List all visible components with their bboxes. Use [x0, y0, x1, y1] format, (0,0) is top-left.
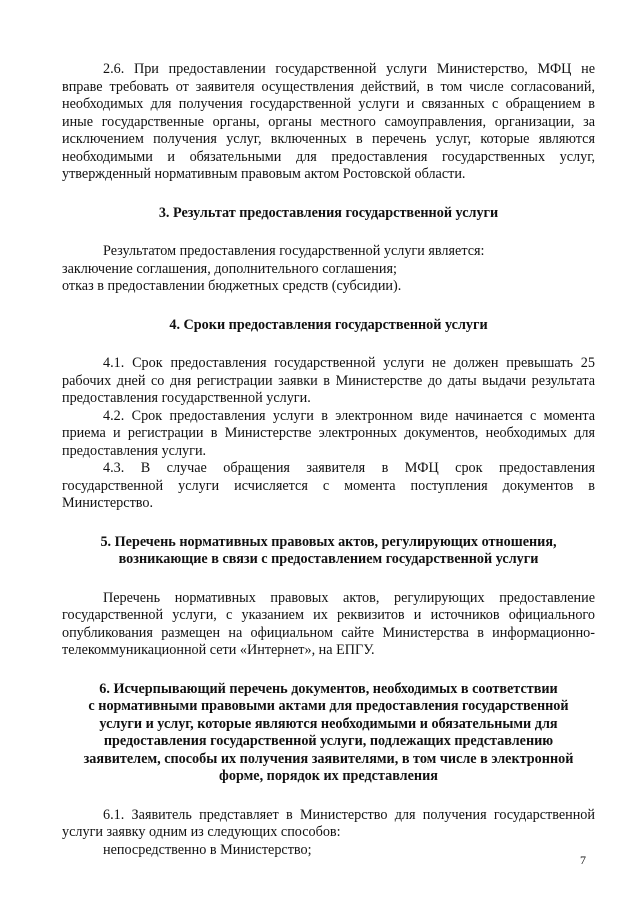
section-3-item-2: отказ в предоставлении бюджетных средств (субсидии).: [62, 278, 402, 294]
section-6-heading-line: предоставления государственной услуги, подлежащих представлению: [103, 733, 554, 749]
section-6-heading-line: с нормативными правовыми актами для предоставления государственной: [88, 698, 569, 714]
section-5-paragraph: Перечень нормативных правовых актов, регулирующих предоставление государственной услуги, с указанием их реквизитов и источников официального опубликования размещен на официальном сайте Министерства в информационно-телекоммуникационной сети «Интернет», на ЕПГУ.: [62, 589, 595, 658]
section-3-intro: Результатом предоставления государственной услуги является:: [103, 243, 485, 259]
section-3-item-1: заключение соглашения, дополнительного соглашения;: [62, 260, 397, 277]
page-number: 7: [580, 853, 586, 867]
section-6-heading-line: 6. Исчерпывающий перечень документов, необходимых в соответствии: [99, 680, 558, 697]
section-5-heading-line-2: возникающие в связи с предоставлением государственной услуги: [118, 551, 539, 567]
paragraph-2-6: 2.6. При предоставлении государственной услуги Министерство, МФЦ не вправе требовать от заявителя осуществления действий, в том числе согласований, необходимых для получения государственной услуги и связанных с обращением в иные государственные органы, органы местного самоуправления, организации, за исключением получения услуг, включенных в перечень услуг, которые являются необходимыми и обязательными для предоставления государственных услуг, утвержденный нормативным правовым актом Ростовской области.: [62, 61, 595, 182]
section-3-heading: 3. Результат предоставления государственной услуги: [158, 204, 499, 221]
section-6-heading-line: заявителем, способы их получения заявителями, в том числе в электронной: [83, 750, 574, 767]
section-5-heading-line-1: 5. Перечень нормативных правовых актов, регулирующих отношения,: [100, 533, 557, 550]
section-6-heading: [62, 681, 595, 786]
section-6-heading-line: форме, порядок их представления: [219, 768, 438, 784]
paragraph-4-1: 4.1. Срок предоставления государственной услуги не должен превышать 25 рабочих дней со дня регистрации заявки в Министерстве до даты выдачи результата предоставления государственной услуги.: [62, 355, 595, 406]
document-page: [62, 61, 595, 859]
paragraph-6-1: 6.1. Заявитель представляет в Министерство для получения государственной услуги заявку одним из следующих способов:: [62, 806, 595, 840]
section-6-heading-line: услуги и услуг, которые являются необходимыми и обязательными для: [99, 715, 558, 732]
paragraph-4-3: 4.3. В случае обращения заявителя в МФЦ срок предоставления государственной услуги исчисляется с момента поступления документов в Министерство.: [62, 460, 595, 511]
paragraph-4-2: 4.2. Срок предоставления услуги в электронном виде начинается с момента приема и регистрации в Министерстве электронных документов, необходимых для предоставления услуги.: [62, 407, 595, 459]
section-6-item-1: непосредственно в Министерство;: [103, 841, 312, 858]
section-4-heading: 4. Сроки предоставления государственной услуги: [169, 316, 488, 333]
